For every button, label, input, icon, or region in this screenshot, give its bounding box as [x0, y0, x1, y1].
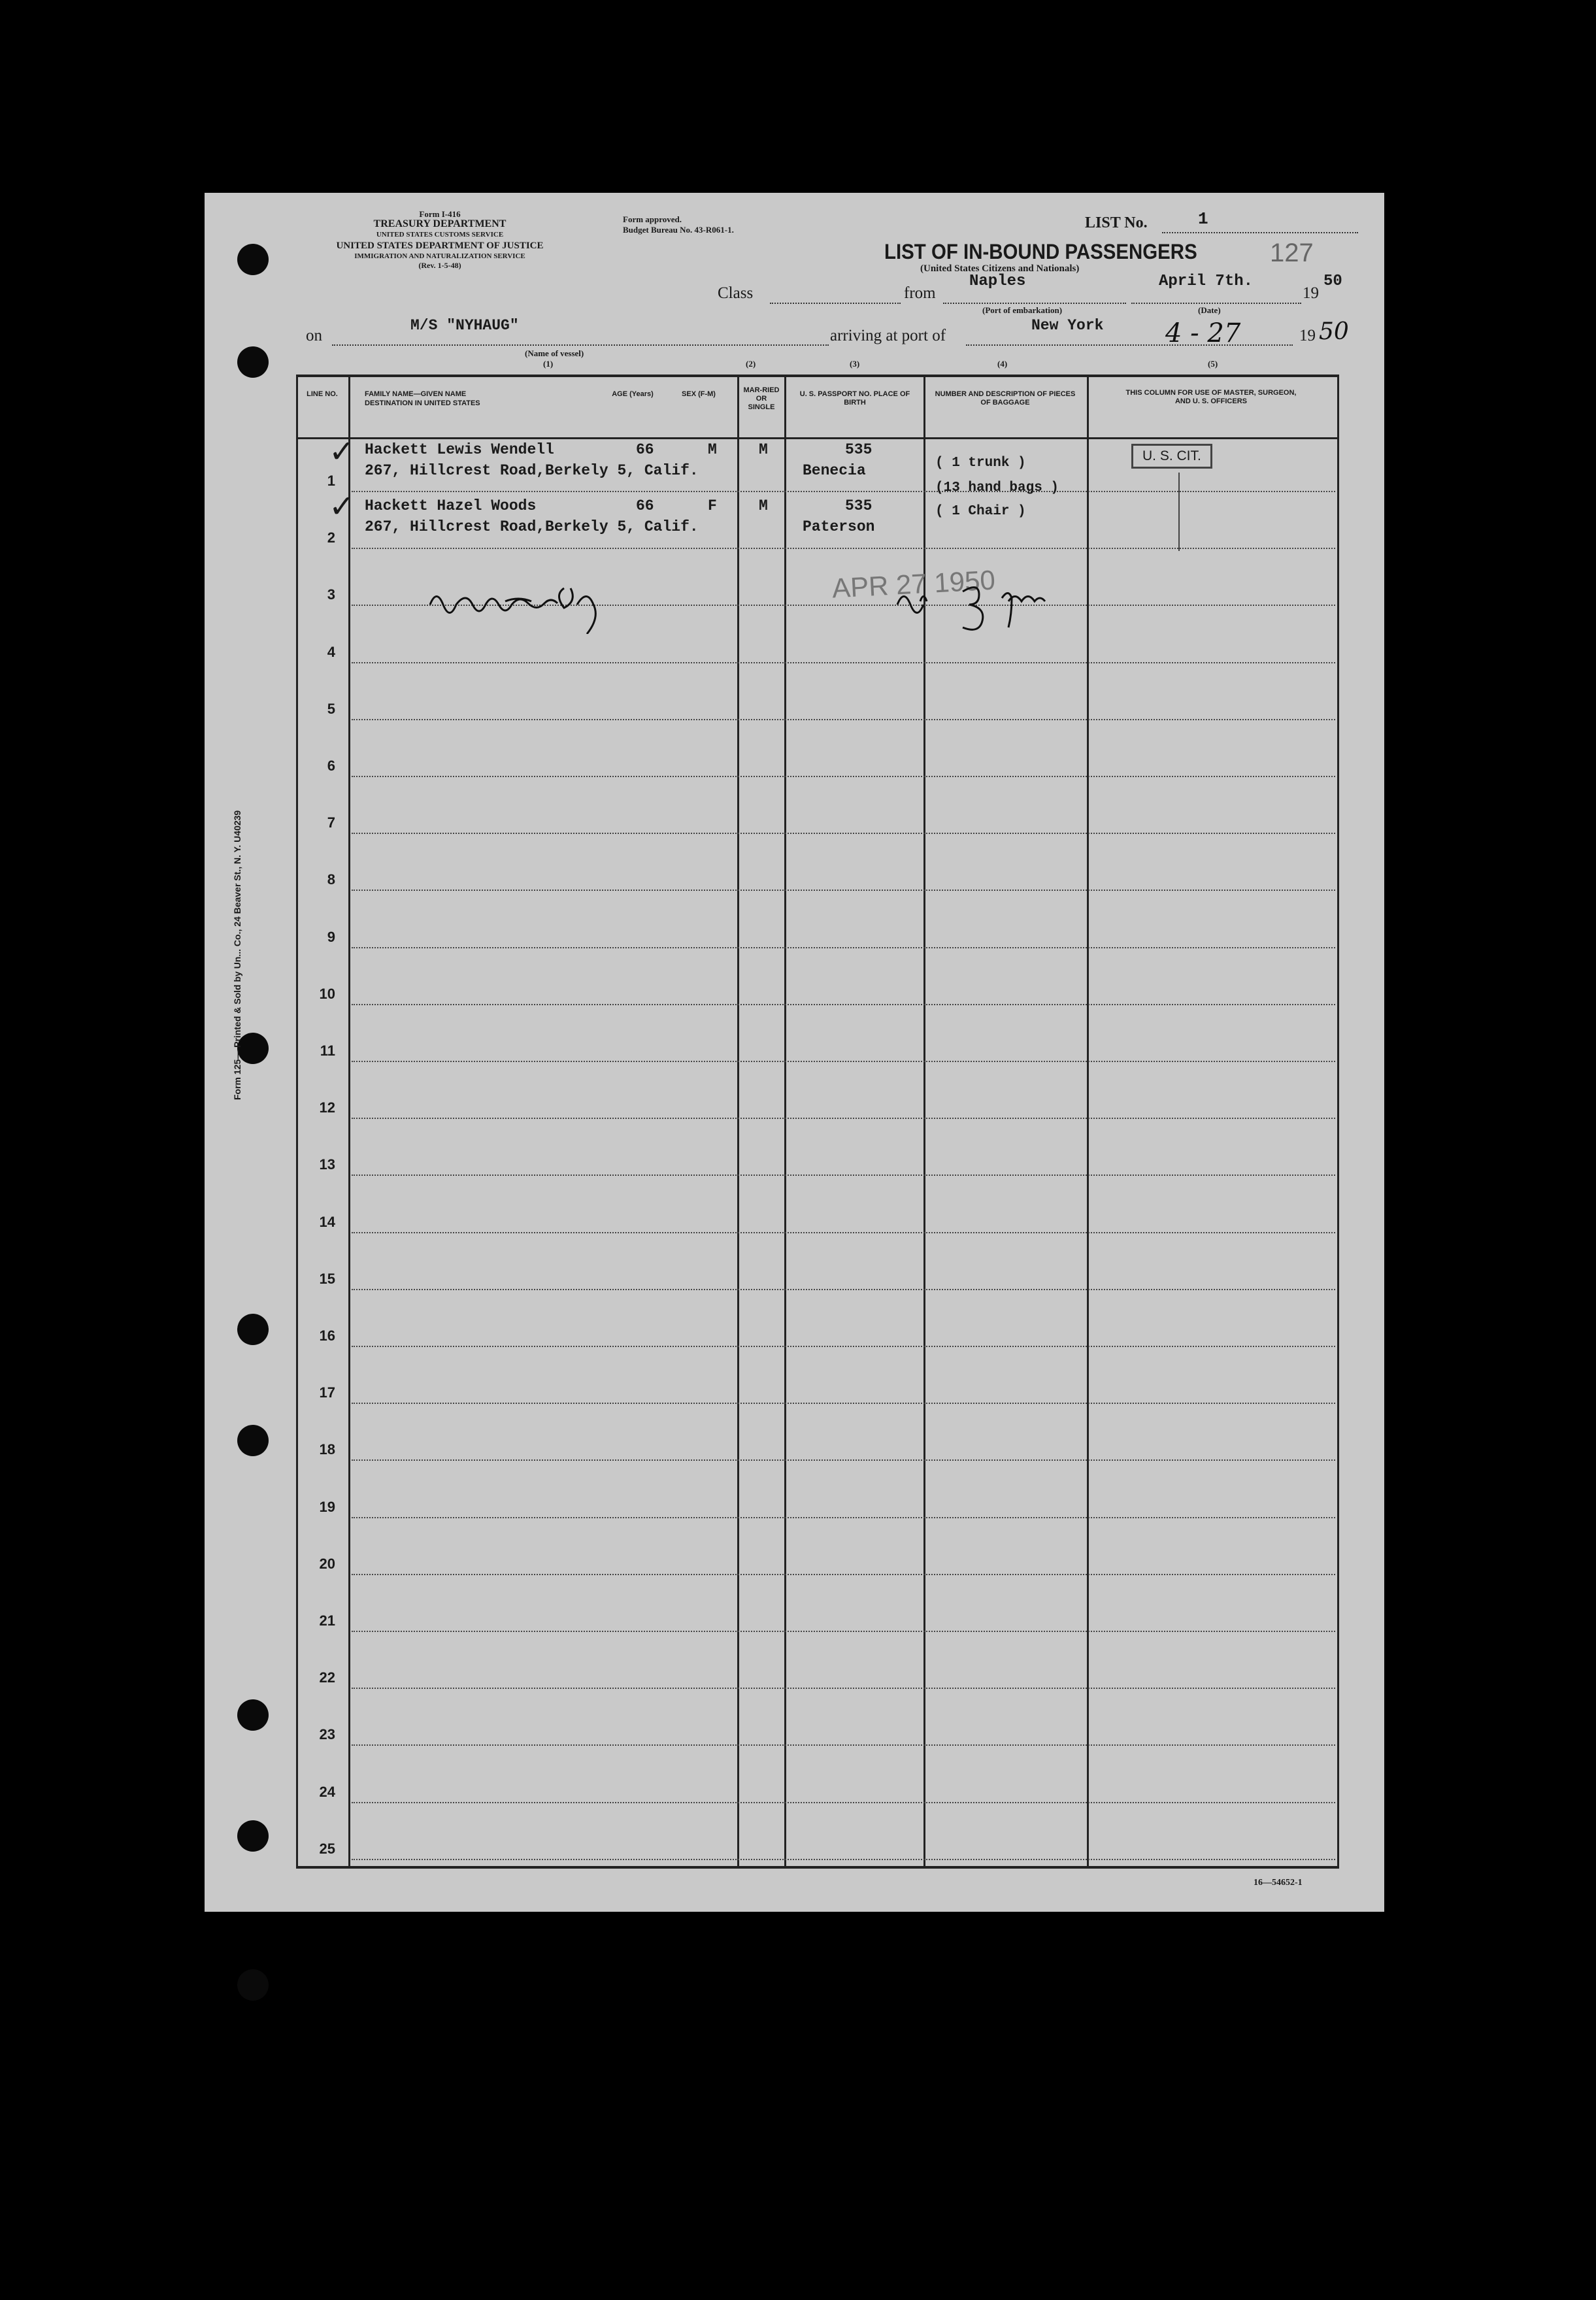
row-line — [352, 1744, 1335, 1746]
row-number: 17 — [319, 1384, 335, 1401]
row-number: 16 — [319, 1327, 335, 1344]
row-number: 21 — [319, 1612, 335, 1629]
row-number: 1 — [327, 473, 335, 489]
list-no-value: 1 — [1198, 209, 1208, 229]
row-line — [352, 1175, 1335, 1176]
revision: (Rev. 1-5-48) — [418, 261, 461, 270]
row-line — [352, 776, 1335, 777]
handwritten-annotation — [427, 569, 1185, 634]
row-line — [352, 1118, 1335, 1119]
us-citizen-stamp: U. S. CIT. — [1131, 444, 1212, 469]
row-number: 25 — [319, 1840, 335, 1857]
passenger-2-baggage-1: ( 1 Chair ) — [935, 504, 1026, 519]
table-bottom-border — [296, 1866, 1338, 1869]
row-line — [352, 1802, 1335, 1803]
punch-hole — [237, 1425, 269, 1456]
col-number-3: (3) — [850, 359, 860, 369]
row-number: 10 — [319, 985, 335, 1002]
punch-hole — [237, 1699, 269, 1731]
print-code: 16—54652-1 — [1254, 1878, 1303, 1888]
row-line — [352, 1346, 1335, 1347]
row-line — [352, 1688, 1335, 1689]
row-number: 2 — [327, 529, 335, 546]
header-sex: SEX (F-M) — [682, 390, 716, 398]
row-number: 3 — [327, 586, 335, 603]
row-line — [352, 1859, 1335, 1860]
passenger-1-married: M — [759, 441, 768, 458]
passenger-1-sex: M — [708, 441, 717, 458]
passenger-1-birthplace: Benecia — [803, 462, 866, 479]
header-bottom-border — [296, 437, 1338, 439]
col-number-2: (2) — [746, 359, 756, 369]
row-line — [352, 1004, 1335, 1005]
row-line — [352, 548, 1335, 549]
manifest-page — [205, 193, 1384, 1912]
row-number: 19 — [319, 1498, 335, 1515]
date-line — [1131, 303, 1301, 304]
budget-bureau: Budget Bureau No. 43-R061-1. — [623, 225, 734, 235]
justice-dept: UNITED STATES DEPARTMENT OF JUSTICE — [336, 241, 544, 251]
from-value: Naples — [969, 273, 1026, 290]
row-number: 9 — [327, 928, 335, 945]
passenger-1-passport: 535 — [845, 441, 873, 458]
passenger-1-address: 267, Hillcrest Road,Berkely 5, Calif. — [365, 462, 699, 479]
row-line — [352, 1459, 1335, 1461]
passenger-2-name: Hackett Hazel Woods — [365, 497, 537, 514]
header-age: AGE (Years) — [612, 390, 654, 398]
row-line — [352, 947, 1335, 948]
row-number: 4 — [327, 643, 335, 660]
port-line — [966, 344, 1293, 346]
row-line — [352, 719, 1335, 720]
row-number: 6 — [327, 758, 335, 774]
from-label: from — [904, 284, 936, 302]
passenger-1-baggage-1: ( 1 trunk ) — [935, 456, 1026, 471]
embark-caption: (Port of embarkation) — [982, 305, 1063, 315]
row-line — [352, 890, 1335, 891]
row-line — [352, 491, 1335, 492]
row-number: 12 — [319, 1099, 335, 1116]
us-citizen-stamp-line — [1178, 473, 1180, 551]
col-divider-line — [348, 375, 350, 1869]
row-line — [352, 1232, 1335, 1233]
vessel-line — [332, 344, 829, 346]
row-number: 7 — [327, 814, 335, 831]
list-no-label: LIST No. — [1085, 214, 1148, 231]
row-line — [352, 1061, 1335, 1062]
row-line — [352, 1574, 1335, 1575]
arrival-year-value: 50 — [1319, 318, 1349, 345]
side-print-text: Form 125— Printed & Sold by Un... Co., 24 Beaver St., N. Y. U40239 — [232, 810, 242, 1100]
passenger-1-name: Hackett Lewis Wendell — [365, 441, 554, 458]
list-no-line — [1162, 232, 1358, 233]
arrival-date-value: 4 - 27 — [1165, 318, 1241, 348]
class-label: Class — [718, 284, 754, 302]
date-caption: (Date) — [1198, 305, 1221, 315]
form-title: LIST OF IN-BOUND PASSENGERS — [884, 240, 1197, 263]
row-number: 22 — [319, 1669, 335, 1686]
form-approved: Form approved. — [623, 214, 682, 224]
year-value: 50 — [1323, 273, 1342, 290]
row-number: 14 — [319, 1213, 335, 1230]
table-top-border — [296, 375, 1338, 377]
row-line — [352, 1631, 1335, 1632]
passenger-2-birthplace: Paterson — [803, 518, 875, 535]
row-number: 18 — [319, 1441, 335, 1458]
col-number-5: (5) — [1208, 359, 1218, 369]
row-line — [352, 833, 1335, 834]
row-number: 13 — [319, 1156, 335, 1173]
row-number: 15 — [319, 1270, 335, 1287]
punch-hole — [237, 346, 269, 378]
year-label: 19 — [1303, 284, 1319, 302]
port-value: New York — [1031, 317, 1104, 334]
arrival-year-label: 19 — [1299, 327, 1316, 344]
passenger-2-married: M — [759, 497, 768, 514]
check-mark: ✓ — [329, 490, 356, 524]
arriving-label: arriving at port of — [830, 327, 946, 344]
customs-service: UNITED STATES CUSTOMS SERVICE — [376, 231, 504, 239]
passenger-1-baggage-2: (13 hand bags ) — [935, 480, 1059, 495]
ins-name: IMMIGRATION AND NATURALIZATION SERVICE — [354, 252, 525, 260]
punch-hole — [237, 244, 269, 275]
header-passport: U. S. PASSPORT NO. PLACE OF BIRTH — [799, 390, 910, 407]
col-number-4: (4) — [997, 359, 1008, 369]
col-number-1: (1) — [543, 359, 554, 369]
from-line — [943, 303, 1126, 304]
passenger-1-age: 66 — [636, 441, 654, 458]
form-subtitle: (United States Citizens and Nationals) — [920, 263, 1080, 274]
row-line — [352, 1517, 1335, 1518]
passenger-2-sex: F — [708, 497, 717, 514]
row-number: 11 — [320, 1042, 335, 1059]
row-number: 8 — [327, 871, 335, 888]
passenger-2-address: 267, Hillcrest Road,Berkely 5, Calif. — [365, 518, 699, 535]
received-date-stamp: APR 27 1950 — [831, 564, 996, 604]
row-number: 24 — [319, 1783, 335, 1800]
row-number: 5 — [327, 700, 335, 717]
passenger-2-passport: 535 — [845, 497, 873, 514]
header-married: MAR-RIED OR SINGLE — [743, 386, 780, 411]
punch-hole — [237, 1820, 269, 1852]
row-number: 23 — [319, 1726, 335, 1743]
vessel-value: M/S "NYHAUG" — [410, 317, 519, 334]
class-line — [770, 303, 901, 304]
on-label: on — [306, 327, 322, 344]
header-line-no: LINE NO. — [307, 390, 338, 398]
form-number: Form I-416 — [419, 209, 461, 219]
row-line — [352, 662, 1335, 663]
row-number: 20 — [319, 1555, 335, 1572]
header-officers: THIS COLUMN FOR USE OF MASTER, SURGEON, AND U. S. OFFICERS — [1125, 389, 1297, 405]
table-right-border — [1337, 375, 1339, 1869]
passenger-2-age: 66 — [636, 497, 654, 514]
table-left-border — [296, 375, 298, 1869]
check-mark: ✓ — [329, 435, 356, 469]
row-line — [352, 1289, 1335, 1290]
stamp-number: 127 — [1270, 239, 1314, 267]
treasury-dept: TREASURY DEPARTMENT — [373, 218, 507, 229]
header-name: FAMILY NAME—GIVEN NAME — [365, 390, 467, 398]
header-baggage: NUMBER AND DESCRIPTION OF PIECES OF BAGGAGE — [935, 390, 1076, 407]
date-value: April 7th. — [1159, 273, 1254, 290]
header-destination: DESTINATION IN UNITED STATES — [365, 399, 480, 407]
vessel-caption: (Name of vessel) — [525, 348, 584, 358]
row-line — [352, 1403, 1335, 1404]
punch-hole — [237, 1969, 269, 2001]
punch-hole — [237, 1314, 269, 1345]
